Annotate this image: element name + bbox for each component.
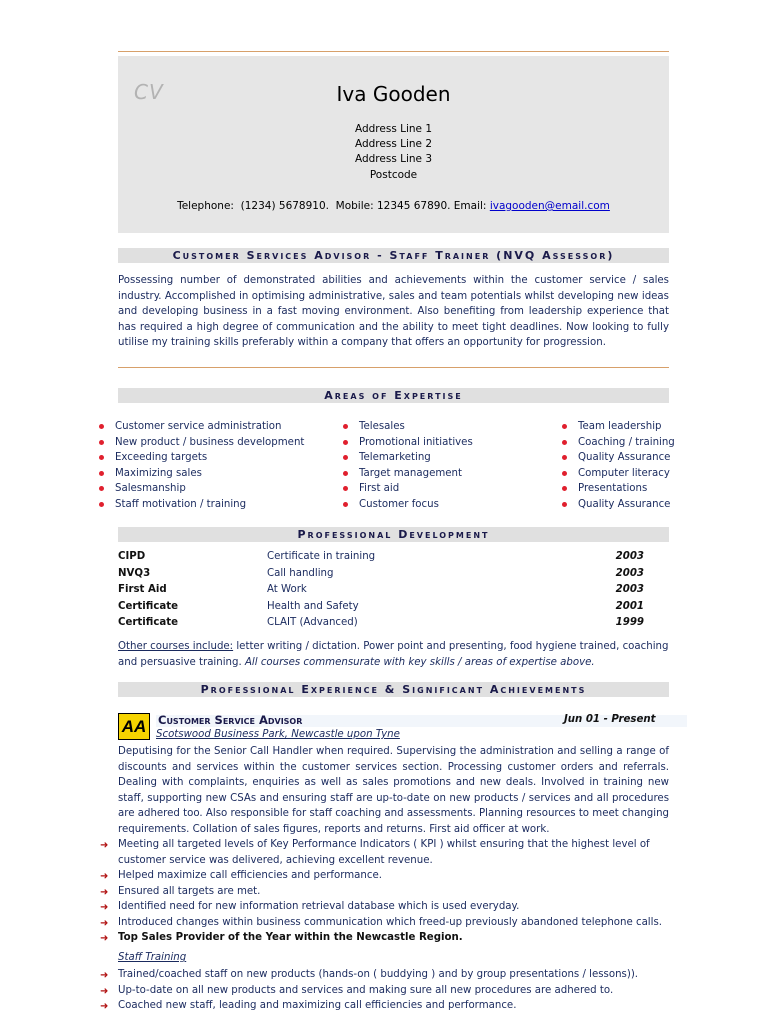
- bullet-dot-icon: [99, 486, 104, 491]
- bullet-dot-icon: [562, 502, 567, 507]
- address-line-2: Address Line 2: [354, 138, 433, 150]
- job-title: Customer Service Advisor: [158, 713, 303, 727]
- bullet-dot-icon: [562, 440, 567, 445]
- expertise-item: Customer service administration: [99, 419, 304, 435]
- bullet-dot-icon: [343, 424, 348, 429]
- bullet-dot-icon: [99, 424, 104, 429]
- qualification: Certificate: [118, 617, 179, 629]
- development-table: [118, 551, 648, 634]
- bullet-dot-icon: [562, 471, 567, 476]
- table-row: [118, 551, 648, 568]
- profile-heading: Customer Services Advisor - Staff Trainer (NVQ Assessor): [118, 248, 669, 263]
- expertise-item: Maximizing sales: [99, 466, 304, 482]
- experience-heading: Professional Experience & Significant Achievements: [118, 682, 669, 697]
- qualification: NVQ3: [118, 567, 151, 579]
- arrow-bullet-icon: ➜: [100, 917, 109, 929]
- arrow-bullet-icon: ➜: [100, 985, 109, 997]
- contact-phone-text: Telephone: (1234) 5678910. Mobile: 12345 67890. Email:: [177, 200, 490, 212]
- training-list: [100, 967, 670, 1014]
- expertise-item: First aid: [343, 481, 473, 497]
- achievements-list: [100, 837, 670, 946]
- expertise-item: Staff motivation / training: [99, 497, 304, 513]
- qualification-year: 2003: [615, 567, 644, 579]
- job-summary: Deputising for the Senior Call Handler when required. Supervising the administration and selling a range of discounts and services within the customer services section. Processing customer orders and referrals. Dealing with complaints, enquiries as well as sales promotions and new deals. Involved in training new staff, supporting new CSAs and ensuring staff are up-to-date on new products / services and all procedures are adhered too. Also responsible for staff coaching and assessments. Planning resources to meet changing requirements. Collation of sales figures, reports and returns. First aid officer at work.: [118, 746, 669, 835]
- expertise-item: Target management: [343, 466, 473, 482]
- qualification: First Aid: [118, 584, 167, 596]
- expertise-column-1: [99, 419, 304, 512]
- expertise-item: Promotional initiatives: [343, 435, 473, 451]
- expertise-item: Team leadership: [562, 419, 675, 435]
- arrow-bullet-icon: ➜: [100, 902, 109, 913]
- email-link[interactable]: ivagooden@email.com: [489, 200, 610, 212]
- list-item: ➜ Ensured all targets are met.: [100, 884, 670, 900]
- list-item: ➜ Introduced changes within business communication which freed-up previously abandoned telephone calls.: [100, 915, 670, 931]
- table-row: [118, 568, 648, 585]
- list-item: ➜ Meeting all targeted levels of Key Performance Indicators ( KPI ) whilst ensuring that the highest level of customer service was delivered, achieving excellent revenue.: [100, 839, 650, 866]
- qualification-year: 2003: [615, 584, 644, 596]
- expertise-item: Telesales: [343, 419, 473, 435]
- expertise-item: Salesmanship: [99, 481, 304, 497]
- expertise-item: Telemarketing: [343, 450, 473, 466]
- expertise-column-2: [343, 419, 473, 512]
- bullet-dot-icon: [343, 486, 348, 491]
- expertise-item: Quality Assurance: [562, 450, 675, 466]
- job-date: Jun 01 - Present: [564, 714, 656, 725]
- arrow-bullet-icon: ➜: [100, 871, 109, 882]
- cv-mark: CV: [134, 80, 164, 104]
- bullet-dot-icon: [562, 486, 567, 491]
- qualification-detail: At Work: [267, 584, 307, 596]
- expertise-item: Quality Assurance: [562, 497, 675, 513]
- arrow-bullet-icon: ➜: [100, 970, 109, 981]
- staff-training-heading: Staff Training: [118, 952, 187, 963]
- bullet-dot-icon: [343, 440, 348, 445]
- list-item: ➜ Up-to-date on all new products and services and making sure all new procedures are adhered to.: [100, 983, 670, 999]
- other-courses-note: All courses commensurate with key skills / areas of expertise above.: [244, 656, 595, 668]
- table-row: [118, 601, 648, 618]
- qualification: CIPD: [118, 551, 146, 562]
- bullet-dot-icon: [99, 440, 104, 445]
- aa-logo: AA: [118, 713, 150, 740]
- arrow-bullet-icon: ➜: [100, 886, 109, 898]
- other-courses-text: letter writing / dictation. Power point and presenting, food hygiene trained, coaching and persuasive training.: [118, 641, 672, 668]
- bullet-dot-icon: [562, 424, 567, 429]
- expertise-heading: Areas of Expertise: [118, 388, 669, 403]
- arrow-bullet-icon: ➜: [100, 840, 109, 851]
- bullet-dot-icon: [343, 455, 348, 460]
- table-row: [118, 584, 648, 601]
- expertise-column-3: [562, 419, 675, 512]
- expertise-item: Exceeding targets: [99, 450, 304, 466]
- expertise-item: Customer focus: [343, 497, 473, 513]
- postcode: Postcode: [369, 169, 418, 181]
- other-courses: [118, 639, 672, 670]
- address-line-1: Address Line 1: [354, 123, 433, 135]
- list-item: ➜ Coached new staff, leading and maximizing call efficiencies and performance.: [100, 998, 670, 1014]
- expertise-item: Presentations: [562, 481, 675, 497]
- arrow-bullet-icon: ➜: [100, 933, 109, 944]
- bullet-dot-icon: [562, 455, 567, 460]
- qualification-detail: Health and Safety: [267, 600, 359, 612]
- bullet-dot-icon: [343, 502, 348, 507]
- list-item-highlight: ➜ Top Sales Provider of the Year within the Newcastle Region.: [100, 930, 670, 946]
- arrow-bullet-icon: ➜: [100, 1001, 109, 1012]
- expertise-item: Computer literacy: [562, 466, 675, 482]
- list-item: ➜ Identified need for new information retrieval database which is used everyday.: [100, 899, 670, 915]
- qualification-year: 2001: [615, 600, 644, 612]
- table-row: [118, 617, 648, 634]
- qualification-detail: Call handling: [267, 567, 334, 579]
- expertise-item: Coaching / training: [562, 435, 675, 451]
- mid-rule: [118, 367, 669, 368]
- bullet-dot-icon: [99, 502, 104, 507]
- contact-line: [118, 200, 669, 212]
- bullet-dot-icon: [99, 455, 104, 460]
- expertise-item: New product / business development: [99, 435, 304, 451]
- header-box: [118, 56, 669, 233]
- list-item: ➜ Helped maximize call efficiencies and performance.: [100, 868, 670, 884]
- profile-summary: Possessing number of demonstrated abilities and achievements within the customer service / sales industry. Accomplished in optimising administrative, sales and team potentials whilst developing new ideas and developing business in a fast moving environment. Also benefiting from leadership experience that has required a high degree of communication and the ability to meet tight deadlines. Now looking to fully utilise my training skills preferably within a company that offers an opportunity for progression.: [118, 275, 669, 348]
- bullet-dot-icon: [99, 471, 104, 476]
- qualification-detail: CLAIT (Advanced): [267, 617, 358, 629]
- list-item: ➜ Trained/coached staff on new products (hands-on ( buddying ) and by group presentations / lessons)).: [100, 967, 670, 983]
- address-line-3: Address Line 3: [354, 153, 433, 165]
- job-location: Scotswood Business Park, Newcastle upon Tyne: [156, 729, 400, 740]
- other-courses-label: Other courses include:: [118, 641, 234, 652]
- bullet-dot-icon: [343, 471, 348, 476]
- qualification-year: 2003: [615, 551, 644, 562]
- candidate-name: Iva Gooden: [336, 82, 451, 106]
- top-rule: [118, 51, 669, 52]
- qualification: Certificate: [118, 600, 179, 612]
- qualification-year: 1999: [615, 617, 644, 629]
- development-heading: Professional Development: [118, 527, 669, 542]
- qualification-detail: Certificate in training: [267, 551, 376, 562]
